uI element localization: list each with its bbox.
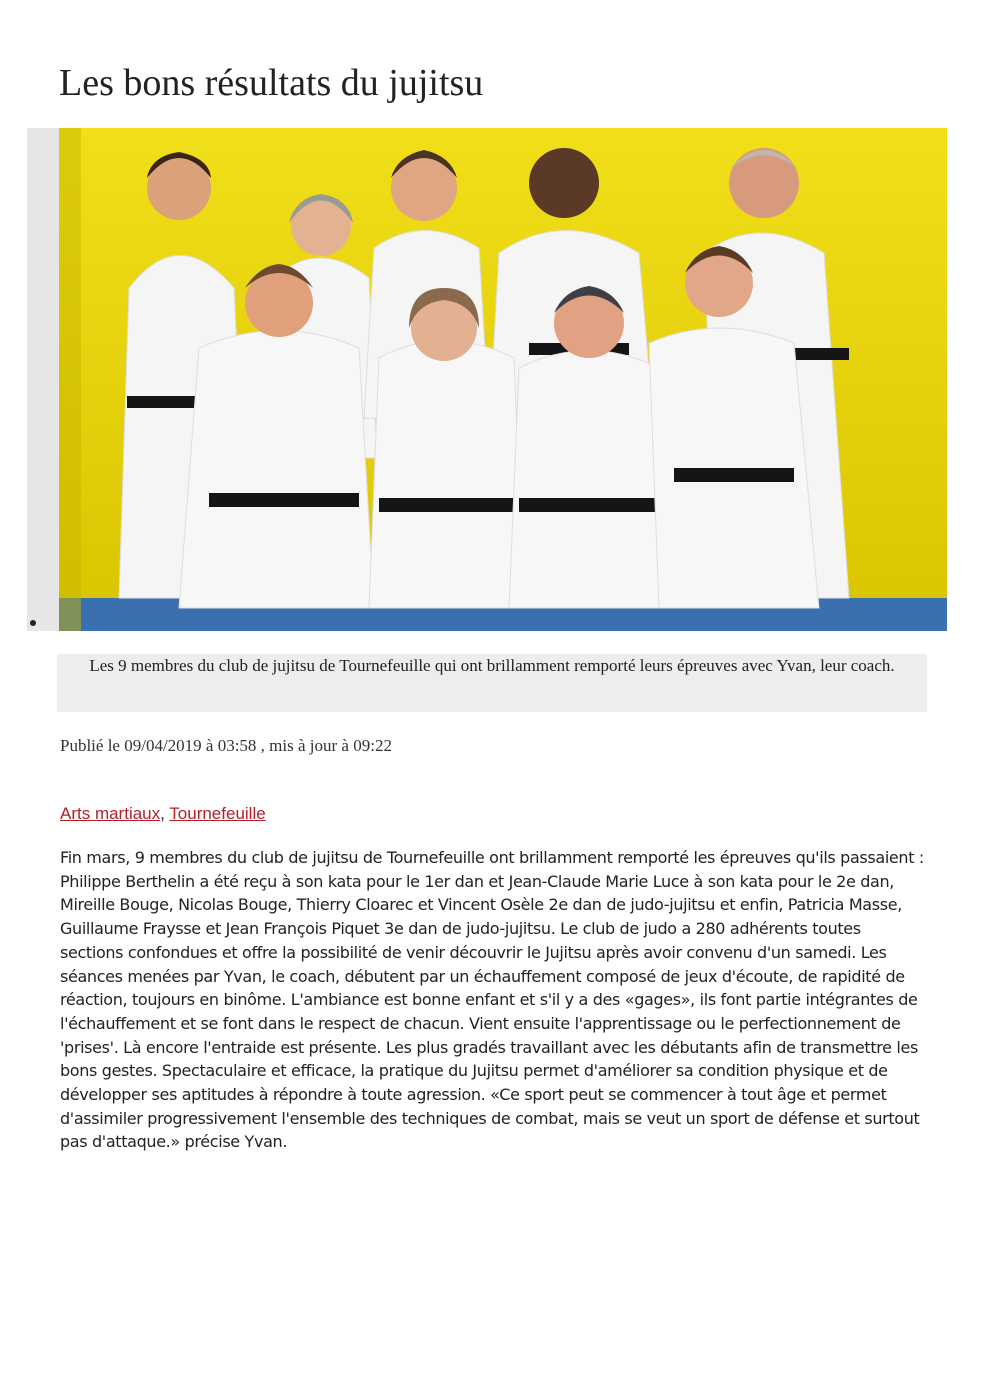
tag-link-tournefeuille[interactable]: Tournefeuille: [169, 804, 266, 823]
photo-carousel-band: [27, 128, 59, 631]
publication-date: Publié le 09/04/2019 à 03:58 , mis à jour à 09:22: [60, 736, 392, 755]
tag-link-arts-martiaux[interactable]: Arts martiaux: [60, 804, 161, 823]
carousel-bullet-icon[interactable]: [30, 620, 36, 626]
article-photo: [59, 128, 947, 631]
tag-separator: ,: [160, 804, 170, 823]
group-photo-illustration: [59, 128, 947, 631]
tag-list: [60, 803, 266, 825]
article-title: Les bons résultats du jujitsu: [59, 62, 484, 104]
article-body: Fin mars, 9 membres du club de jujitsu de Tournefeuille ont brillamment remporté les épreuves qu'ils passaient : Philippe Berthelin a été reçu à son kata pour le 1er dan et Jean-Claude Marie Luce à son kata pour le 2e dan, Mireille Bouge, Nicolas Bouge, Thierry Cloarec et Vincent Osèle 2e dan de judo-jujitsu et enfin, Patricia Masse, Guillaume Fraysse et Jean François Piquet 3e dan de judo-jujitsu. Le club de judo a 280 adhérents toutes sections confondues et offre la possibilité de venir découvrir le Jujitsu après avoir convenu d'un samedi. Les séances menées par Yvan, le coach, débutent par un échauffement composé de jeux d'écoute, de rapidité de réaction, toujours en binôme. L'ambiance est bonne enfant et s'il y a des «gages», ils font partie intégrantes de l'échauffement et se font dans le respect de chacun. Vient ensuite l'apprentissage ou le perfectionnement de 'prises'. Là encore l'entraide est présente. Les plus gradés travaillant avec les débutants afin de transmettre les bons gestes. Spectaculaire et efficace, la pratique du Jujitsu permet d'améliorer sa condition physique et de développer ses aptitudes à répondre à toute agression. «Ce sport peut se commencer à tout âge et permet d'assimiler progressivement l'ensemble des techniques de combat, mais se veut un sport de défense et surtout pas d'attaque.» précise Yvan.: [60, 848, 924, 1152]
photo-caption: Les 9 membres du club de jujitsu de Tournefeuille qui ont brillamment remporté leurs épreuves avec Yvan, leur coach.: [57, 654, 927, 712]
